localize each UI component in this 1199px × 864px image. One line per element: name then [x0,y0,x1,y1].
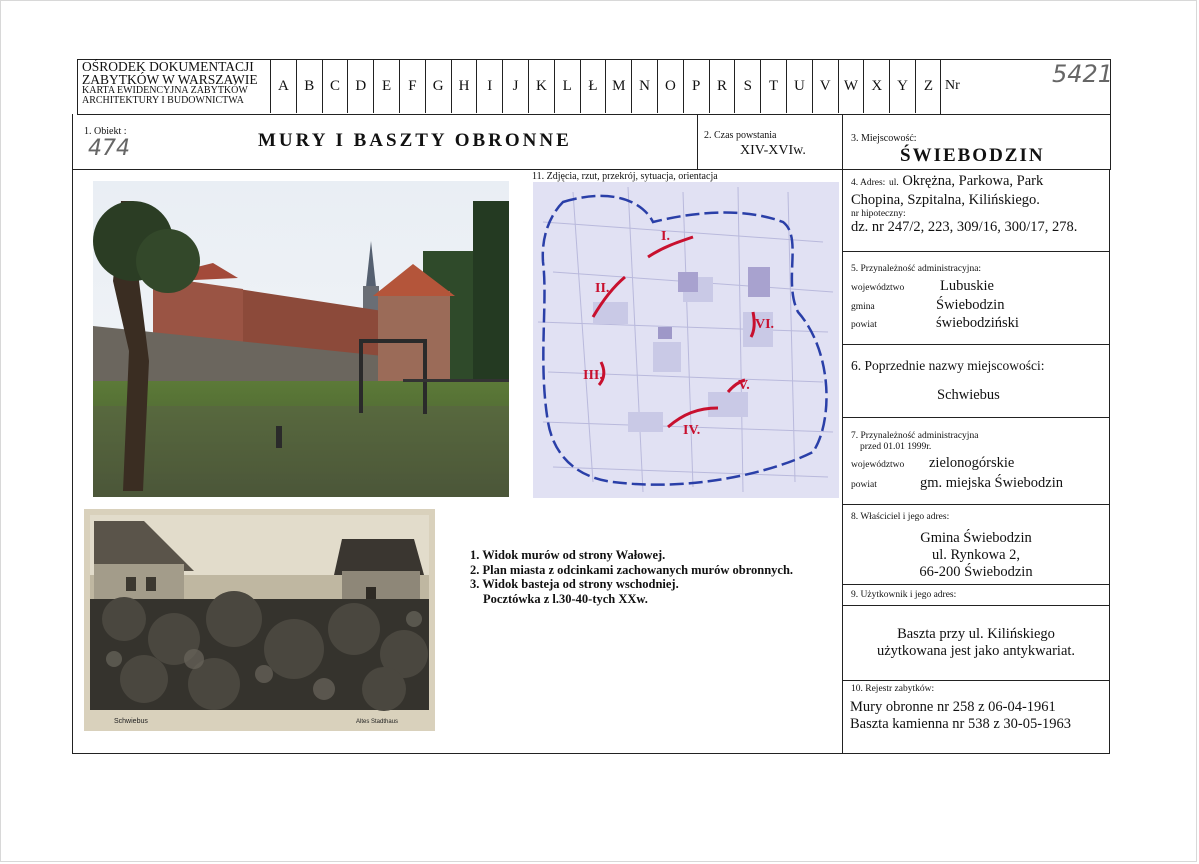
wlasciciel-line2: ul. Rynkowa 2, [931,547,1021,563]
obiekt-label: 1. Obiekt : [84,126,127,137]
wlasciciel-address [843,530,1109,581]
card-type-line2: ARCHITEKTURY I BUDOWNICTWA [82,95,244,106]
powiat1999-value: gm. miejska Świebodzin [920,475,1063,491]
powiat1999-label: powiat [851,480,877,490]
przynaleznosc-label: 5. Przynależność administracyjna: [851,264,982,274]
powiat-label: powiat [851,320,877,330]
index-letter-13: M [605,60,631,113]
postcard-right-text: Altes Stadthaus [356,719,399,725]
field-adres [851,173,1106,236]
index-letter-20: U [786,60,812,113]
index-letter-15: O [657,60,683,113]
header-bottom-border [77,114,1111,115]
gmina-label: gmina [851,302,875,312]
card-bottom-border [72,753,1110,754]
wojewodztwo-label: województwo [851,283,905,293]
miejscowosc-value: ŚWIEBODZIN [900,145,1045,166]
index-letter-4: E [373,60,399,113]
miejscowosc-label: 3. Miejscowość: [851,133,917,144]
institution-city: ZABYTKÓW W WARSZAWIE [82,72,258,87]
map-label-vi: VI. [755,317,775,332]
hipoteczny-label: nr hipoteczny: [851,209,906,219]
czas-value: XIV-XVIw. [740,143,806,158]
index-letter-1: B [296,60,322,113]
map-label-ii: II. [595,281,610,296]
field-divider-9-box [842,605,1110,606]
poprzednie-label: 6. Poprzednie nazwy miejscowości: [851,358,1045,373]
map-label-v: V. [738,378,750,393]
uzytkownik-line1: Baszta przy ul. Kilińskiego [897,626,1055,642]
adres-label: 4. Adres: [851,178,886,188]
field-divider-8-9 [842,584,1110,585]
row1-bottom-border [72,169,1110,170]
field-divider-4-5 [842,251,1110,252]
wlasciciel-line3: 66-200 Świebodzin [919,564,1033,580]
przynaleznosc1999-sub: przed 01.01 1999r. [860,442,932,452]
index-letter-10: K [528,60,554,113]
powiat-value: świebodziński [936,315,1019,331]
caption-1: 1. Widok murów od strony Wałowej. [470,548,666,562]
index-letter-11: L [554,60,580,113]
uzytkownik-line2: użytkowana jest jako antykwariat. [876,643,1076,659]
object-title: MURY I BASZTY OBRONNE [258,130,572,151]
header-left-border [77,59,78,115]
adres-line2: Chopina, Szpitalna, Kilińskiego. [851,192,1040,208]
uzytkownik-text [843,626,1109,660]
obiekt-handwritten: 474 [88,136,130,161]
index-letter-7: H [451,60,477,113]
gmina-value: Świebodzin [936,297,1005,313]
card-left-border [72,114,73,754]
poprzednie-value: Schwiebus [937,387,1000,403]
caption-4: Pocztówka z l.30-40-tych XXw. [483,591,648,606]
field-divider-9-10 [842,680,1110,681]
index-letter-3: D [347,60,373,113]
rejestr-label: 10. Rejestr zabytków: [851,684,935,694]
card-right-border [1109,169,1110,754]
rejestr-entries [850,699,1071,733]
map-label-iii: III. [583,368,603,383]
hipoteczny-value: dz. nr 247/2, 223, 309/16, 300/17, 278. [851,219,1078,235]
index-letter-12: Ł [580,60,606,113]
field-divider-5-6 [842,344,1110,345]
index-letter-9: J [502,60,528,113]
photo-city-walls [93,181,509,497]
index-letter-24: Y [889,60,915,113]
index-letter-25: Z [915,60,941,113]
card-type-line1: KARTA EWIDENCYJNA ZABYTKÓW [82,85,248,96]
index-letter-22: W [838,60,864,113]
uzytkownik-label: 9. Użytkownik i jego adres: [851,590,957,600]
rejestr-line2: Baszta kamienna nr 538 z 30-05-1963 [850,716,1072,732]
index-letter-0: A [270,60,296,113]
row1-divider-1 [697,114,698,170]
adres-prefix: ul. [888,178,899,188]
postcard-left-text: Schwiebus [114,718,148,725]
wlasciciel-line1: Gmina Świebodzin [920,530,1032,546]
index-letter-18: S [734,60,760,113]
index-letter-23: X [863,60,889,113]
index-letter-17: R [709,60,735,113]
photo-captions [470,548,793,606]
nr-handwritten: 5421 [1052,60,1114,88]
nr-cell-border [940,59,941,115]
institution-block [82,60,272,106]
index-letter-5: F [399,60,425,113]
field-divider-6-7 [842,417,1110,418]
index-letter-2: C [322,60,348,113]
photo-postcard [84,509,435,731]
przynaleznosc1999-label: 7. Przynależność administracyjna [851,431,979,441]
caption-3: 3. Widok basteja od strony wschodniej. [470,577,679,591]
index-letter-6: G [425,60,451,113]
index-letter-19: T [760,60,786,113]
wlasciciel-label: 8. Właściciel i jego adres: [851,512,950,522]
institution-name: OŚRODEK DOKUMENTACJI [82,59,254,74]
wojewodztwo-value: Lubuskie [940,278,994,294]
nr-label: Nr [945,78,960,93]
index-letter-14: N [631,60,657,113]
adres-line1: Okrężna, Parkowa, Park [902,173,1044,189]
woj1999-value: zielonogórskie [929,455,1015,471]
index-letter-21: V [812,60,838,113]
index-letter-16: P [683,60,709,113]
caption-2: 2. Plan miasta z odcinkami zachowanych murów obronnych. [470,562,794,577]
field-divider-7-8 [842,504,1110,505]
rejestr-line1: Mury obronne nr 258 z 06-04-1961 [850,699,1056,715]
zdjecia-label: 11. Zdjęcia, rzut, przekrój, sytuacja, orientacja [532,171,718,182]
map-label-iv: IV. [683,423,701,438]
czas-label: 2. Czas powstania [704,130,777,141]
map-label-i: I. [661,229,670,244]
index-letter-8: I [476,60,502,113]
city-plan-map [533,182,839,498]
woj1999-label: województwo [851,460,905,470]
